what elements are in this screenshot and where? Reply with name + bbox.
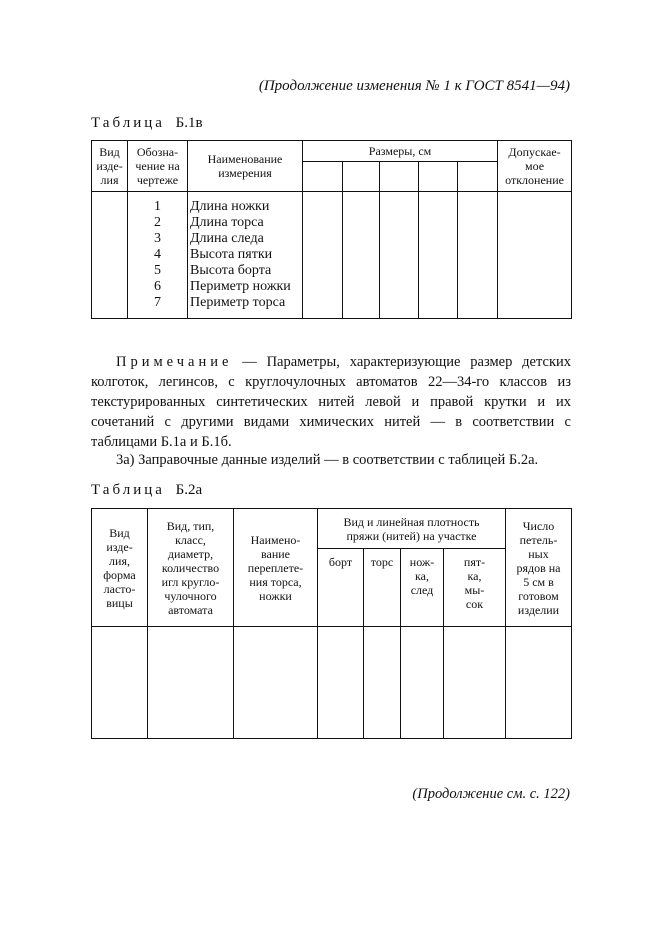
t2-cell-machine	[148, 627, 234, 739]
header-measurement-name: Наименование измерения	[188, 141, 303, 192]
size-col-2	[343, 162, 380, 192]
size-col-1	[303, 162, 343, 192]
t2-cell-loops	[506, 627, 572, 739]
measurement-names: Длина ножки Длина торса Длина следа Высота пятки Высота борта Периметр ножки Периметр торса	[188, 192, 303, 319]
t2-cell-kind	[92, 627, 148, 739]
cell-size-5	[458, 192, 498, 319]
t2-cell-heel	[444, 627, 506, 739]
size-col-4	[419, 162, 458, 192]
header-sizes: Размеры, см	[303, 141, 498, 162]
header-designation: Обозна- чение на чертеже	[128, 141, 188, 192]
designation-numbers: 1 2 3 4 5 6 7	[128, 192, 188, 319]
table1-caption	[91, 115, 203, 132]
page-header: (Продолжение изменения № 1 к ГОСТ 8541—94)	[258, 78, 570, 94]
t2-header-weave: Наимено- вание переплете- ния торса, ножки	[234, 509, 318, 627]
table2-caption	[91, 482, 202, 499]
t2-header-foot: нож- ка, след	[401, 549, 444, 627]
table1-caption-number: Б.1в	[175, 115, 203, 131]
t2-cell-bort	[318, 627, 364, 739]
header-product-kind: Вид изде- лия	[92, 141, 128, 192]
table2-caption-word: Таблица	[91, 482, 165, 498]
cell-size-3	[380, 192, 419, 319]
t2-header-kind: Вид изде- лия, форма ласто- вицы	[92, 509, 148, 627]
t2-header-machine: Вид, тип, класс, диаметр, количество игл кругло- чулочного автомата	[148, 509, 234, 627]
paragraph-3a: 3а) Заправочные данные изделий — в соответствии с таблицей Б.2а.	[116, 452, 539, 468]
t2-header-tors: торс	[364, 549, 401, 627]
size-col-5	[458, 162, 498, 192]
cell-size-4	[419, 192, 458, 319]
note-text: — Параметры, характеризующие размер детских колготок, легинсов, с круглочулочных автоматов 22—34-го классов из текстурированных синтетических нитей левой и правой крутки и их сочетаний с другими видами химических нитей — в соответствии с таблицами Б.1а и Б.1б.	[91, 354, 571, 450]
t2-cell-foot	[401, 627, 444, 739]
page-footer: (Продолжение см. с. 122)	[412, 786, 570, 802]
t2-cell-weave	[234, 627, 318, 739]
cell-size-2	[343, 192, 380, 319]
t2-cell-tors	[364, 627, 401, 739]
table-b1v	[91, 140, 572, 319]
table2-caption-number: Б.2а	[175, 482, 203, 498]
note-label: Примечание	[116, 354, 233, 370]
header-tolerance: Допускае- мое отклонение	[498, 141, 572, 192]
note-paragraph	[91, 352, 571, 452]
table1-caption-word: Таблица	[91, 115, 165, 131]
size-col-3	[380, 162, 419, 192]
table-b2a	[91, 508, 572, 739]
t2-header-bort: борт	[318, 549, 364, 627]
cell-tolerance	[498, 192, 572, 319]
cell-kind	[92, 192, 128, 319]
cell-size-1	[303, 192, 343, 319]
t2-header-loops: Число петель- ных рядов на 5 см в готовом изделии	[506, 509, 572, 627]
t2-header-heel: пят- ка, мы- сок	[444, 549, 506, 627]
t2-header-yarn: Вид и линейная плотность пряжи (нитей) на участке	[318, 509, 506, 549]
